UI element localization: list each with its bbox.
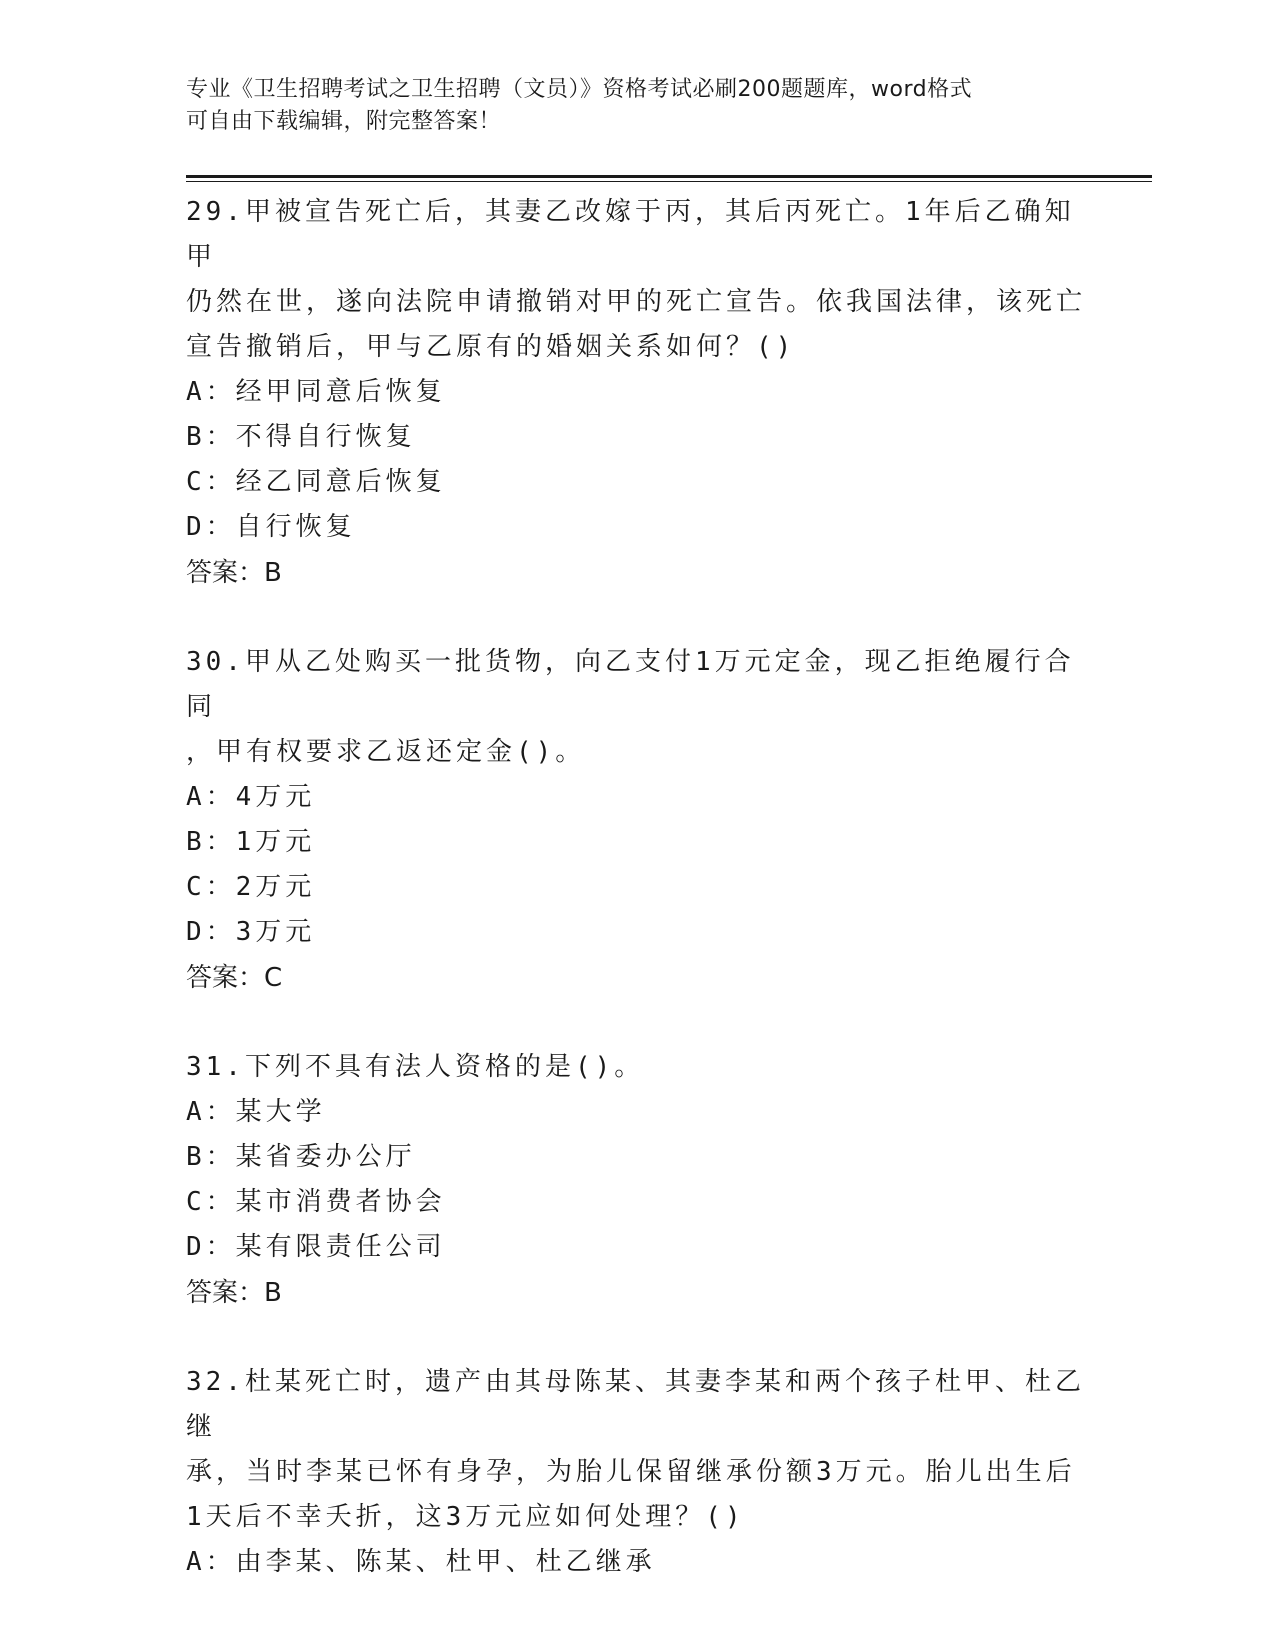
question-line: 仍然在世，遂向法院申请撤销对甲的死亡宣告。依我国法律，该死亡	[186, 287, 1087, 317]
question-32	[186, 1360, 1086, 1585]
question-30	[186, 640, 1086, 1001]
question-line: 1天后不幸夭折，这3万元应如何处理？()	[186, 1502, 745, 1532]
answer-line: 答案：C	[186, 963, 283, 993]
question-line: 32.杜某死亡时，遗产由其母陈某、其妻李某和两个孩子杜甲、杜乙继	[186, 1367, 1085, 1442]
question-line: 30.甲从乙处购买一批货物，向乙支付1万元定金，现乙拒绝履行合同	[186, 647, 1075, 722]
option-c: C：某市消费者协会	[186, 1187, 446, 1217]
question-line: 承，当时李某已怀有身孕，为胎儿保留继承份额3万元。胎儿出生后	[186, 1457, 1076, 1487]
question-list	[186, 190, 1086, 1629]
option-c: C：2万元	[186, 872, 316, 902]
header-line-1: 专业《卫生招聘考试之卫生招聘（文员）》资格考试必刷200题题库，word格式	[186, 77, 973, 102]
option-c: C：经乙同意后恢复	[186, 467, 446, 497]
answer-line: 答案：B	[186, 558, 282, 588]
question-line: ，甲有权要求乙返还定金()。	[186, 737, 586, 767]
answer-line: 答案：B	[186, 1278, 282, 1308]
option-a: A：由李某、陈某、杜甲、杜乙继承	[186, 1547, 656, 1577]
option-a: A：4万元	[186, 782, 316, 812]
document-header	[186, 74, 1066, 138]
option-d: D：某有限责任公司	[186, 1232, 446, 1262]
question-31	[186, 1045, 1086, 1316]
option-a: A：某大学	[186, 1097, 326, 1127]
question-29	[186, 190, 1086, 596]
option-b: B：某省委办公厅	[186, 1142, 416, 1172]
option-b: B：1万元	[186, 827, 316, 857]
question-line: 29.甲被宣告死亡后，其妻乙改嫁于丙，其后丙死亡。1年后乙确知甲	[186, 197, 1075, 272]
header-rule-thin	[186, 181, 1152, 182]
option-d: D：3万元	[186, 917, 316, 947]
question-line: 宣告撤销后，甲与乙原有的婚姻关系如何？()	[186, 332, 796, 362]
question-line: 31.下列不具有法人资格的是()。	[186, 1052, 645, 1082]
option-b: B：不得自行恢复	[186, 422, 416, 452]
option-d: D：自行恢复	[186, 512, 356, 542]
option-a: A：经甲同意后恢复	[186, 377, 446, 407]
header-line-2: 可自由下载编辑，附完整答案！	[186, 109, 502, 134]
header-rule-thick	[186, 175, 1152, 178]
